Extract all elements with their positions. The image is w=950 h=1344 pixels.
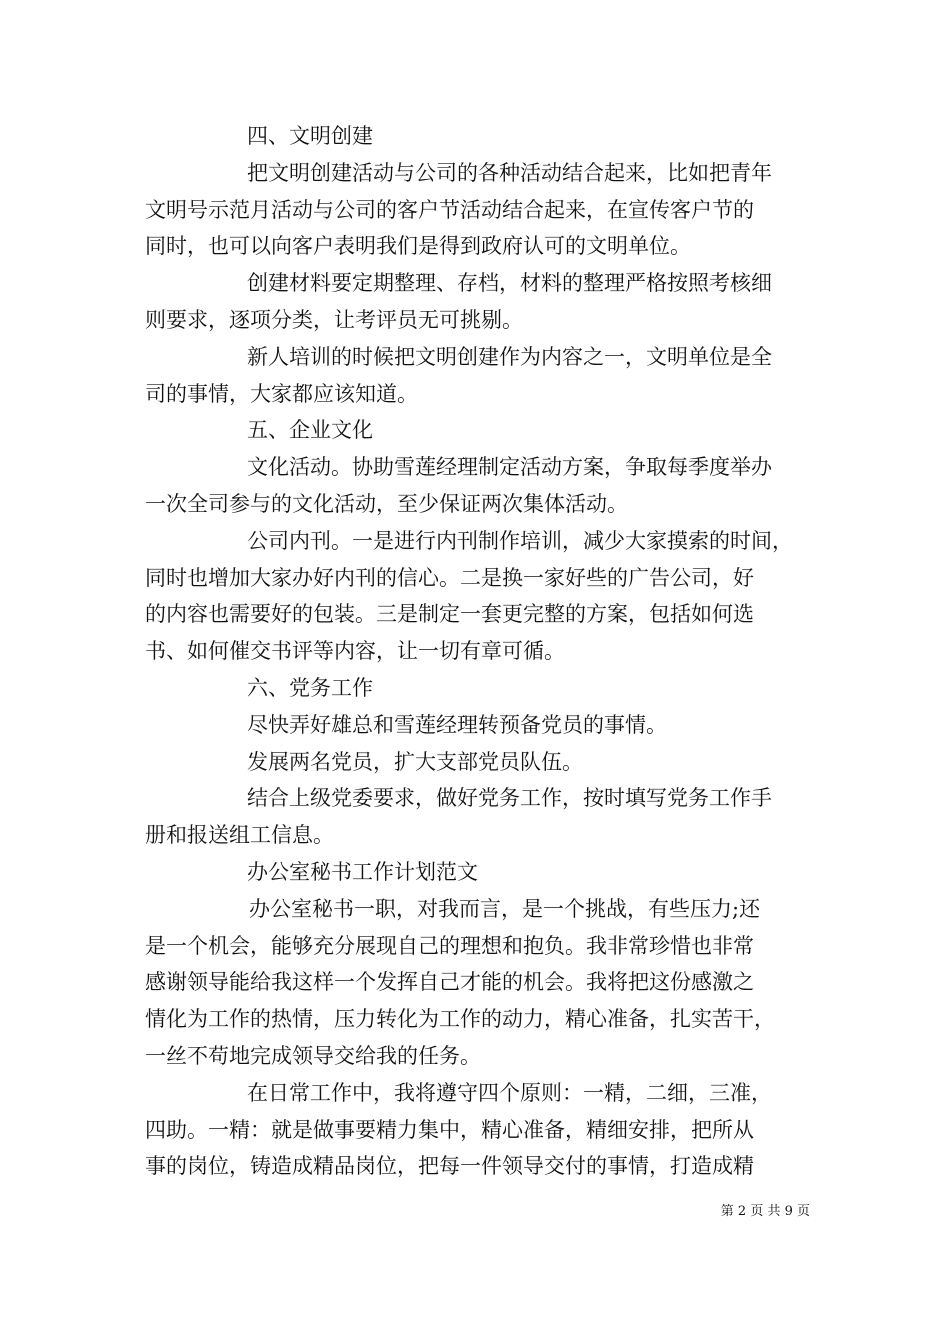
paragraph-line: 一丝不苟地完成领导交给我的任务。 [145, 1043, 481, 1068]
paragraph-line: 文化活动。协助雪莲经理制定活动方案，争取每季度举办 [247, 455, 772, 480]
paragraph-line: 办公室秘书一职，对我而言，是一个挑战，有些压力;还 [249, 896, 761, 921]
section-heading-party: 六、党务工作 [247, 675, 373, 700]
paragraph-line: 事的岗位，铸造成精品岗位，把每一件领导交付的事情，打造成精 [145, 1154, 754, 1179]
paragraph-line: 把文明创建活动与公司的各种活动结合起来，比如把青年 [247, 160, 772, 185]
paragraph-line: 四助。一精：就是做事要精力集中，精心准备，精细安排，把所从 [145, 1117, 754, 1142]
paragraph-line: 书、如何催交书评等内容，让一切有章可循。 [145, 639, 565, 664]
paragraph-line: 同时也增加大家办好内刊的信心。二是换一家好些的广告公司，好 [145, 565, 754, 590]
paragraph-line: 尽快弄好雄总和雪莲经理转预备党员的事情。 [247, 712, 667, 737]
paragraph-line: 是一个机会，能够充分展现自己的理想和抱负。我非常珍惜也非常 [145, 933, 754, 958]
paragraph-line: 文明号示范月活动与公司的客户节活动结合起来，在宣传客户节的 [145, 197, 754, 222]
section-heading-civilization: 四、文明创建 [247, 124, 373, 148]
paragraph-line: 的内容也需要好的包装。三是制定一套更完整的方案，包括如何选 [145, 602, 754, 627]
section-heading-culture: 五、企业文化 [247, 418, 373, 443]
paragraph-line: 结合上级党委要求，做好党务工作，按时填写党务工作手 [247, 786, 772, 811]
article-title: 办公室秘书工作计划范文 [247, 859, 478, 884]
paragraph-line: 司的事情，大家都应该知道。 [145, 381, 418, 406]
document-body [145, 118, 807, 1185]
paragraph-line: 在日常工作中，我将遵守四个原则：一精，二细，三准， [247, 1080, 772, 1105]
paragraph-line: 公司内刊。一是进行内刊制作培训，减少大家摸索的时间， [247, 528, 793, 553]
paragraph-line: 则要求，逐项分类，让考评员无可挑剔。 [145, 307, 523, 332]
paragraph-line: 新人培训的时候把文明创建作为内容之一，文明单位是全 [247, 344, 772, 369]
paragraph-line: 感谢领导能给我这样一个发挥自己才能的机会。我将把这份感激之 [145, 970, 754, 995]
paragraph-line: 创建材料要定期整理、存档，材料的整理严格按照考核细 [247, 271, 772, 296]
paragraph-line: 一次全司参与的文化活动，至少保证两次集体活动。 [145, 491, 628, 516]
paragraph-line: 册和报送组工信息。 [145, 823, 334, 848]
page-number: 第 2 页 共 9 页 [720, 1204, 810, 1219]
paragraph-line: 同时，也可以向客户表明我们是得到政府认可的文明单位。 [145, 234, 691, 259]
paragraph-line: 发展两名党员，扩大支部党员队伍。 [247, 749, 583, 774]
paragraph-line: 情化为工作的热情，压力转化为工作的动力，精心准备，扎实苦干， [145, 1007, 775, 1032]
